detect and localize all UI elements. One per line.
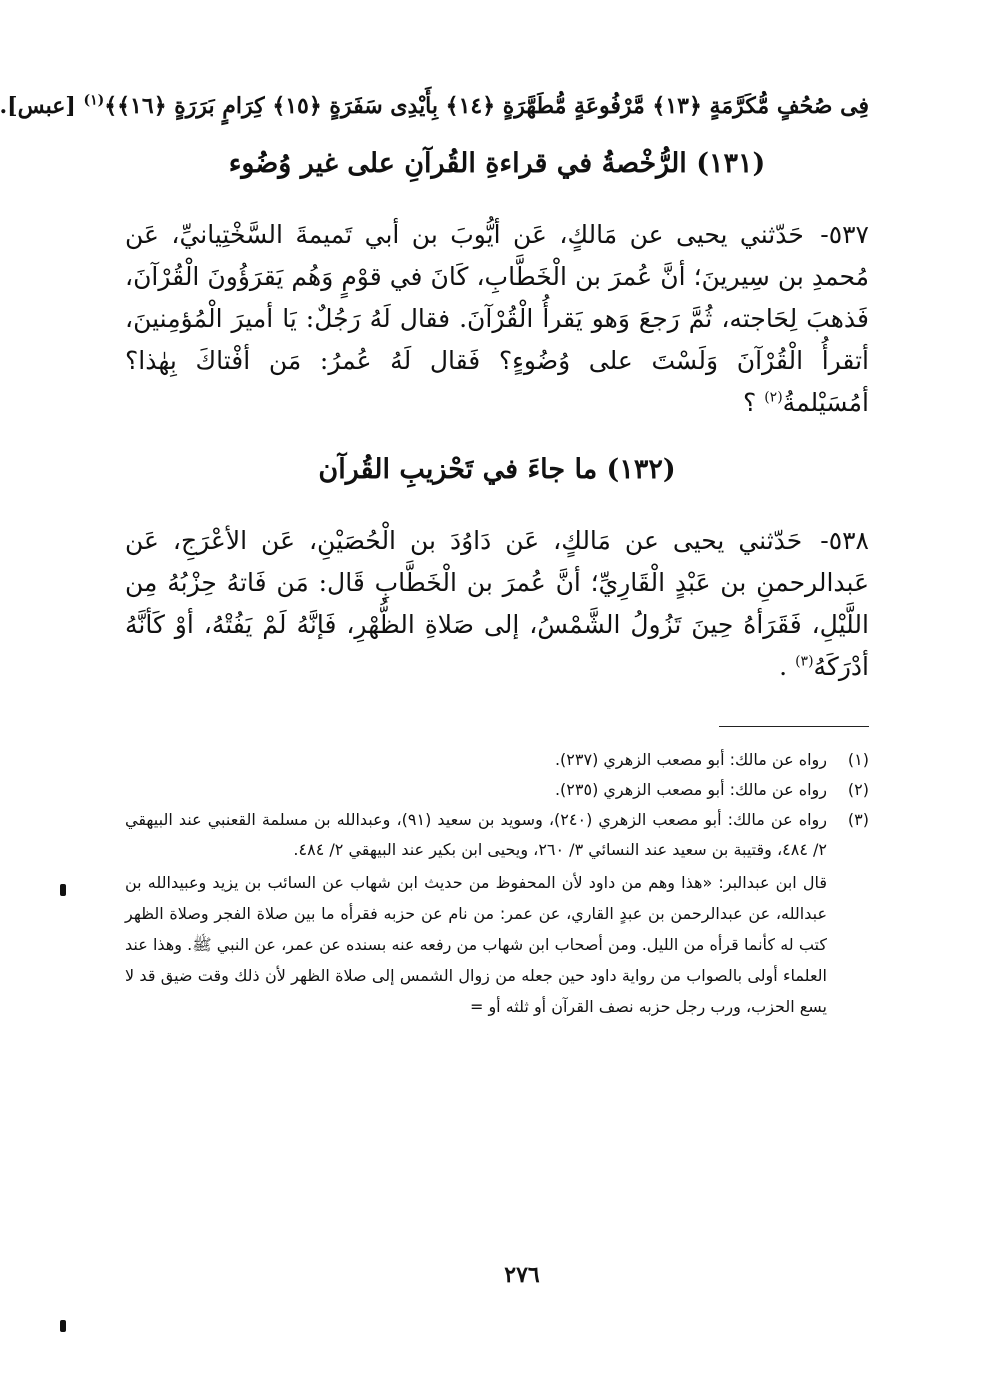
footnote-text: رواه عن مالك: أبو مصعب الزهري (٢٣٥). [554,780,827,799]
page-number: ٢٧٦ [504,1262,540,1288]
chapter-title: (١٣٢) ما جاءَ في تَحْزيبِ القُرآن [318,454,676,485]
footnote-text: رواه عن مالك: أبو مصعب الزهري (٢٤٠)، وسويد بن سعيد (٩١)، وعبدالله بن مسلمة القعنبي عند البيهقي ٢/ ٤٨٤، وقتيبة بن سعيد عند النسائي ٣/ ٢٦٠، ويحيى ابن بكير عند البيهقي ٢/ ٤٨٤. [125,810,827,859]
footnotes [125,745,869,1022]
quran-verse-text: فِى صُحُفٍ مُّكَرَّمَةٍ ﴿١٣﴾ مَّرْفُوعَةٍ مُّطَهَّرَةٍ ﴿١٤﴾ بِأَيْدِى سَفَرَةٍ ﴿١٥﴾ كِرَامٍ بَرَرَةٍ ﴿١٦﴾﴾ [104,93,869,119]
hadith-end: . [779,652,796,681]
footnote-marker: (٢) [764,389,783,406]
footnote-number: (٢) [847,780,869,799]
footnote-number: (٣) [847,810,869,829]
footnote-divider [719,726,869,727]
page-body [0,86,869,1022]
footnote-commentary: قال ابن عبدالبر: «هذا وهم من داود لأن المحفوظ من حديث ابن شهاب عن السائب بن يزيد وعبيدالله بن عبدالله، عن عبدالرحمن بن عبدٍ القاري، عن عمر: من نام عن حزبه فقرأه ما بين صلاة الفجر وصلاة الظهر كتب له كأنما قرأه من الليل. ومن أصحاب ابن شهاب من رفعه عنه بسنده عن عمر، عن النبي ﷺ. وهذا عند العلماء أولى بالصواب من رواية داود حين جعله من زوال الشمس إلى صلاة الظهر لأن ذلك وقت ضيق قد لا يسع الحزب، ورب رجل حزبه نصف القرآن أو ثلثه أو = [125,873,827,1016]
chapter-title: (١٣١) الرُّخْصةُ في قراءةِ القُرآنِ على غير وُضُوء [228,148,766,179]
scan-artifact-mark [60,1320,66,1332]
footnote-number: (١) [847,750,869,769]
hadith-number: ٥٣٨- [820,526,869,555]
hadith-end: ؟ [742,388,765,417]
footnote-item [125,805,869,865]
quran-source: [عبس]. [0,93,76,119]
quran-verse-line [0,86,869,126]
footnote-marker: (٣) [795,653,814,670]
hadith-paragraph [125,214,869,424]
hadith-text: حَدّثني يحيى عن مَالكٍ، عَن أيُّوبَ بن أبي تَميمةَ السَّخْتِيانيِّ، عَن مُحمدِ بن سِيرينَ؛ أنَّ عُمرَ بن الْخَطَّابِ، كَانَ في قوْمٍ وَهُم يَقرَؤُونَ الْقُرْآنَ، فَذهبَ لِحَاجته، ثُمَّ رَجعَ وَهو يَقرأُ الْقُرْآنَ. فقال لَهُ رَجُلٌ: يَا أميرَ الْمُؤمِنينَ، أتقرأُ الْقُرْآنَ وَلَسْتَ على وُضُوءٍ؟ فَقال لَهُ عُمرُ: مَن أفْتاكَ بِهٰذا؟ أمُسَيْلمةُ [125,220,869,417]
hadith-text: حَدّثني يحيى عن مَالكٍ، عَن دَاوُدَ بن الْحُصَيْنِ، عَن الأعْرَجِ، عَن عَبدالرحمنِ بن عَبْدٍ الْقَارِيِّ؛ أنَّ عُمرَ بن الْخَطَّابِ قَال: مَن فَاتهُ حِزْبُهُ مِن اللَّيْلِ، فَقَرَأهُ حِينَ تَزُولُ الشَّمْسُ، إلى صَلاةِ الظُّهْرِ، فَإنَّهُ لَمْ يَفُتْهُ، أوْ كَأنَّهُ أدْرَكَهُ [125,526,869,681]
footnote-text: رواه عن مالك: أبو مصعب الزهري (٢٣٧). [554,750,827,769]
scan-artifact-mark [60,884,66,896]
footnote-marker: (١) [83,92,105,109]
hadith-number: ٥٣٧- [820,220,869,249]
hadith-paragraph [125,520,869,688]
footnote-item [125,745,869,775]
footnote-item [125,775,869,805]
